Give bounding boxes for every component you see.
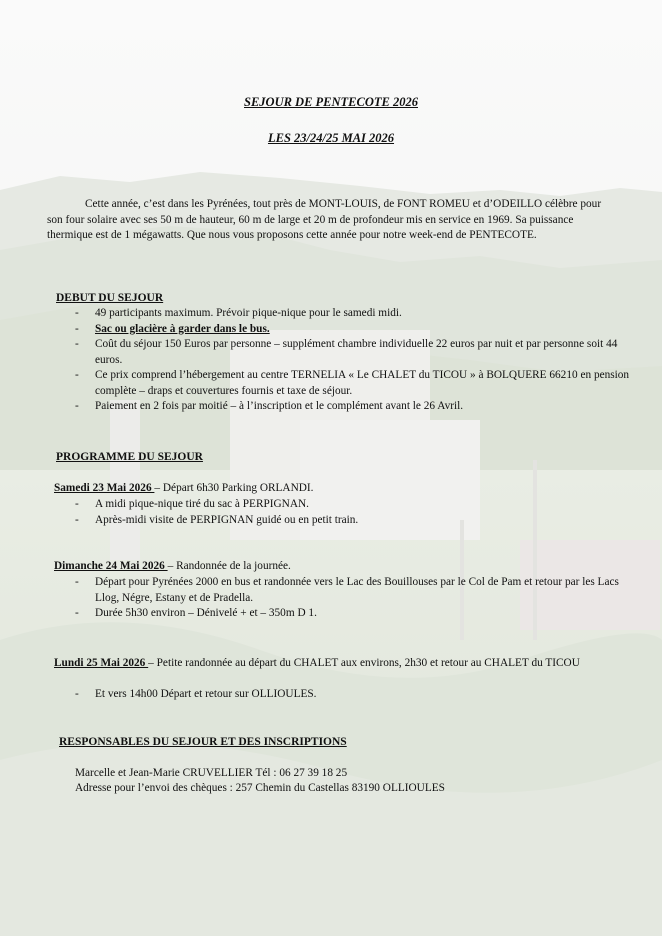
lundi-list [75,687,625,703]
samedi-line: Samedi 23 Mai 2026 – Départ 6h30 Parking ORLANDI. [54,482,314,494]
programme-heading: PROGRAMME DU SEJOUR [56,451,203,463]
dimanche-list [75,575,625,622]
debut-heading: DEBUT DU SEJOUR [56,292,164,304]
samedi-label: Samedi 23 Mai 2026 [54,482,155,494]
list-item: - Sac ou glacière à garder dans le bus. [75,322,270,335]
responsables-heading: RESPONSABLES DU SEJOUR ET DES INSCRIPTIONS [59,736,347,748]
lundi-label: Lundi 25 Mai 2026 [54,657,149,669]
samedi-list [75,497,625,528]
list-item: - Ce prix comprend l’hébergement au centre TERNELIA « Le CHALET du TICOU » à BOLQUERE 66210 en pension complète – draps et couvertures fournis et taxe de séjour. [75,369,630,397]
dimanche-label: Dimanche 24 Mai 2026 [54,560,168,572]
lundi-line: Lundi 25 Mai 2026 – Petite randonnée au départ du CHALET aux environs, 2h30 et retour au CHALET du TICOU [54,657,580,669]
list-item: - 49 participants maximum. Prévoir pique-nique pour le samedi midi. [75,307,402,319]
list-item: - Départ pour Pyrénées 2000 en bus et randonnée vers le Lac des Bouillouses par le Col de Pam et retour par les Lacs Llog, Négre, Estany et de Pradella. [75,576,619,604]
address-line: Adresse pour l’envoi des chèques : 257 Chemin du Castellas 83190 OLLIOULES [75,782,445,794]
document-title: SEJOUR DE PENTECOTE 2026 [244,95,418,109]
document-dates: LES 23/24/25 MAI 2026 [267,131,395,145]
list-item: - Paiement en 2 fois par moitié – à l’inscription et le complément avant le 26 Avril. [75,400,464,412]
intro-paragraph: Cette année, c’est dans les Pyrénées, tout près de MONT-LOUIS, de FONT ROMEU et d’ODEILLO célèbre pour son four solaire avec ses 50 m de hauteur, 60 m de large et 20 m de profondeur mis en service en 1969. Sa puissance thermique est de 1 mégawatts. Que nous vous proposons cette année pour notre week-end de PENTECOTE. [47,198,602,241]
list-item: - Et vers 14h00 Départ et retour sur OLLIOULES. [75,688,317,700]
list-item: - Après-midi visite de PERPIGNAN guidé ou en petit train. [75,513,359,526]
list-item: - Coût du séjour 150 Euros par personne – supplément chambre individuelle 22 euros par nuit et par personne soit 44 euros. [75,338,618,366]
list-item: - A midi pique-nique tiré du sac à PERPIGNAN. [75,498,309,510]
contact-line: Marcelle et Jean-Marie CRUVELLIER Tél : 06 27 39 18 25 [75,767,348,779]
debut-list [75,306,630,415]
list-item: - Durée 5h30 environ – Dénivelé + et – 350m D 1. [75,607,317,619]
dimanche-line: Dimanche 24 Mai 2026 – Randonnée de la journée. [54,560,291,572]
